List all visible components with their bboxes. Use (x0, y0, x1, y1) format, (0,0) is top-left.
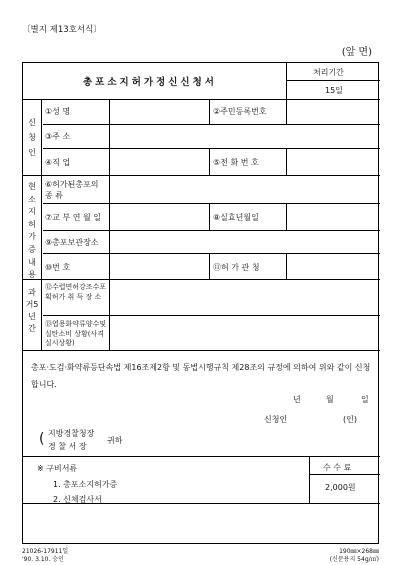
explosives-usage-label: ⑬엽용화약류양수및실탄소비 상황(사격실시상황) (45, 320, 107, 347)
applicant-signature-label: 신청인 (264, 415, 288, 424)
date-day-label: 일 (361, 395, 369, 404)
required-document-2: 2. 신체검사서 (53, 495, 102, 504)
seal-mark: (인) (343, 415, 357, 424)
address-label: ③주 소 (45, 132, 71, 141)
processing-period-value: 15일 (325, 86, 343, 95)
recipient-line-2: 경 찰 서 장 (48, 442, 87, 451)
applicant-section-label: 신청인 (28, 118, 36, 157)
expiry-date-label: ⑧실효년월일 (213, 213, 259, 222)
paper-size: 190㎜×268㎜ (339, 548, 379, 555)
date-year-label: 년 (293, 395, 301, 404)
application-statement: 총포·도검·화약류등단속법 제16조제2항 및 동법시행규칙 제28조의 규정에 의하여 위와 같이 신청합니다. (31, 363, 371, 389)
approval-date: '90. 3.10. 승인 (22, 556, 64, 563)
recipient-bracket: ( (39, 431, 45, 447)
form-title: 총포소지허가정신신청서 (83, 77, 217, 88)
storage-location-label: ⑨총포보관장소 (45, 238, 99, 247)
past-five-years-section-label: 과거5년간 (25, 288, 39, 333)
required-documents-heading: ※ 구비서류 (37, 464, 78, 473)
required-document-1: 1. 총포소지허가증 (53, 480, 118, 489)
processing-period-label: 처리기간 (313, 68, 344, 77)
front-side-label: (앞 면) (341, 47, 372, 58)
current-permit-section-label: 현소지허가증내용 (28, 182, 36, 280)
permit-authority-label: ⑪허 가 관 청 (213, 263, 260, 272)
recipient-suffix: 귀하 (107, 436, 123, 445)
fee-value: 2,000원 (325, 483, 356, 492)
name-label: ①성 명 (45, 107, 71, 116)
recipient-line-1: 지방경찰청장 (48, 429, 95, 438)
form-number-label: 〔별지 제13호서식〕 (22, 25, 102, 35)
permit-number-label: ⑩번 호 (45, 263, 71, 272)
occupation-label: ④직 업 (45, 158, 71, 167)
resident-number-label: ②주민등록번호 (213, 107, 267, 116)
application-form (22, 62, 379, 544)
phone-label: ⑤전 화 번 호 (213, 158, 259, 167)
permitted-gun-type-label: ⑥허가된총포의 종 류 (45, 180, 99, 200)
form-code: 21026-17911일 (22, 548, 69, 555)
paper-type: (신문용지 54g/㎡) (329, 556, 379, 563)
issue-date-label: ⑦교 부 연 월 일 (45, 213, 101, 222)
date-month-label: 월 (326, 395, 334, 404)
fee-label: 수 수 료 (323, 463, 352, 472)
hunting-license-label: ⑫수렵면허강조수포획허가 취 득 장 소 (45, 283, 107, 301)
